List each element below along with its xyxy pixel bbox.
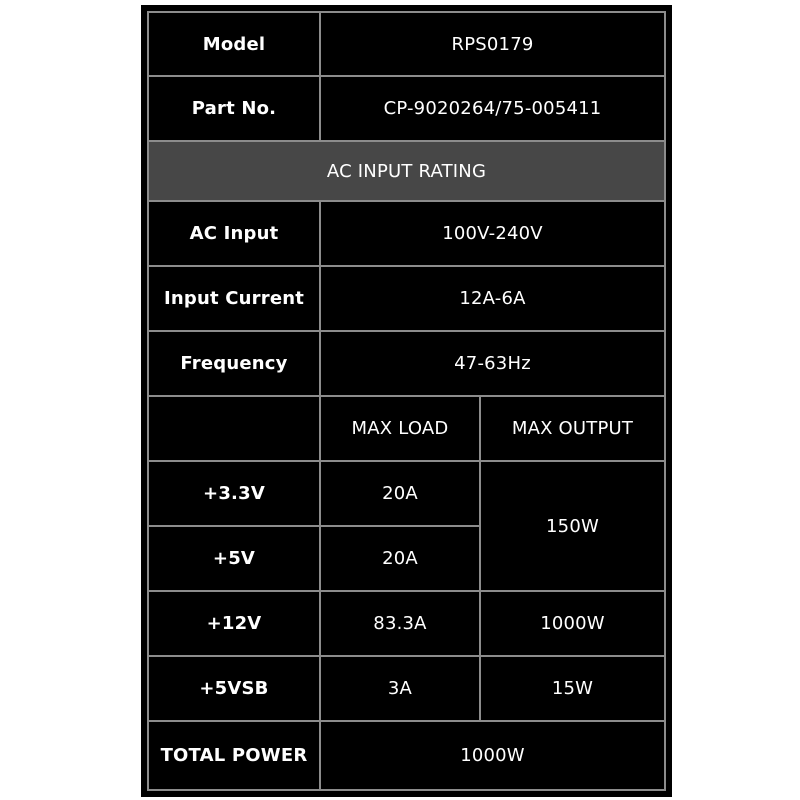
rail-5vsb-label: +5VSB [147,655,321,722]
model-value: RPS0179 [319,11,666,77]
max-load-header: MAX LOAD [319,395,481,462]
rail-5v-max-load: 20A [319,525,481,592]
frequency-value: 47-63Hz [319,330,666,397]
frequency-label: Frequency [147,330,321,397]
rail-5vsb-max-output: 15W [479,655,666,722]
rail-3v3-max-load: 20A [319,460,481,527]
rail-12v-max-output: 1000W [479,590,666,657]
total-power-label: TOTAL POWER [147,720,321,791]
input-current-label: Input Current [147,265,321,332]
part-number-label: Part No. [147,75,321,142]
rail-12v-label: +12V [147,590,321,657]
rail-5v-label: +5V [147,525,321,592]
ac-input-label: AC Input [147,200,321,267]
total-power-value: 1000W [319,720,666,791]
rail-3v3-label: +3.3V [147,460,321,527]
rail-3v3-5v-combined-output: 150W [479,460,666,592]
psu-spec-table [141,5,672,797]
rail-5vsb-max-load: 3A [319,655,481,722]
rail-12v-max-load: 83.3A [319,590,481,657]
part-number-value: CP-9020264/75-005411 [319,75,666,142]
ac-input-rating-header: AC INPUT RATING [147,140,666,202]
model-label: Model [147,11,321,77]
rail-header-empty-cell [147,395,321,462]
ac-input-value: 100V-240V [319,200,666,267]
max-output-header: MAX OUTPUT [479,395,666,462]
input-current-value: 12A-6A [319,265,666,332]
